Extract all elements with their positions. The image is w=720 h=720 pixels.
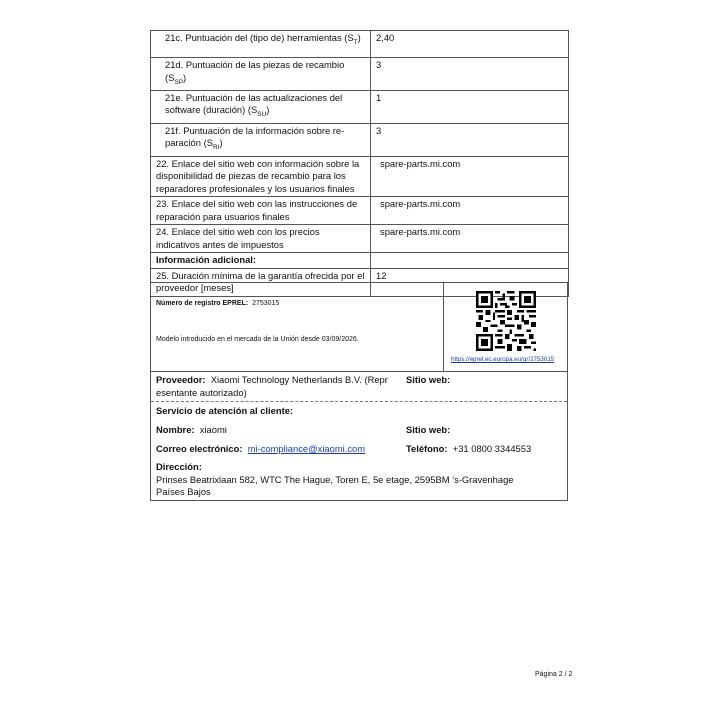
table-row — [151, 58, 569, 91]
row-label: 24. Enlace del sitio web con los precios indicativos antes de impuestos — [151, 225, 371, 253]
row-value: 2,40 — [371, 31, 569, 58]
website-label-2: Sitio web: — [406, 424, 451, 435]
email-line — [156, 443, 365, 456]
row-label: 21c. Puntuación del (tipo de) herramientas $(S_T)$ — [151, 31, 371, 58]
phone-line — [406, 443, 531, 456]
email-link[interactable]: mi-compliance@xiaomi.com — [247, 443, 366, 454]
registration-panel — [151, 283, 444, 371]
name-label: Nombre: — [156, 424, 195, 435]
table-row — [151, 90, 569, 123]
address-line-1: Prinses Beatrixlaan 582, WTC The Hague, Toren E, 5e etage, 2595BM ’s-Gravenhage — [156, 474, 514, 485]
phone-value: +31 0800 3344553 — [452, 443, 532, 454]
row-value: 3 — [371, 123, 569, 156]
table-row — [151, 31, 569, 58]
row-value: 12 — [371, 268, 569, 296]
phone-label: Teléfono: — [406, 443, 448, 454]
product-info-table — [150, 30, 569, 297]
qr-code-icon[interactable] — [476, 291, 536, 351]
supplier-line — [156, 374, 388, 399]
row-label: 21d. Puntuación de las piezas de recambio $(S_{SP})$ — [151, 58, 371, 91]
table-row — [151, 225, 569, 253]
row-value: spare-parts.mi.com — [371, 156, 569, 197]
divider — [151, 371, 567, 372]
registration-label: Número de registro EPREL: — [156, 300, 249, 307]
registration-line — [156, 300, 279, 307]
row-value: spare-parts.mi.com — [371, 225, 569, 253]
supplier-value: Xiaomi Technology Netherlands B.V. (Repr esentante autorizado) — [156, 374, 388, 398]
row-label: 25. Duración mínima de la garantía ofrecida por el proveedor [meses] — [151, 268, 371, 296]
qr-panel — [444, 283, 568, 371]
row-value: 1 — [371, 90, 569, 123]
table-row — [151, 156, 569, 197]
registration-number: 2753015 — [252, 300, 280, 307]
email-label: Correo electrónico: — [156, 443, 243, 454]
row-value: spare-parts.mi.com — [371, 197, 569, 225]
address-label: Dirección: — [156, 461, 202, 472]
supplier-label: Proveedor: — [156, 374, 206, 385]
table-row — [151, 123, 569, 156]
address-line-2: Países Bajos — [156, 486, 211, 497]
table-row — [151, 197, 569, 225]
qr-link[interactable]: https://eprel.ec.europa.eu/qr/2753015 — [451, 356, 555, 363]
name-value: xiaomi — [199, 424, 227, 435]
row-label: 23. Enlace del sitio web con las instrucciones de reparación para usuarios finales — [151, 197, 371, 225]
website-label-1: Sitio web: — [406, 374, 451, 385]
eprel-info-card — [150, 282, 568, 501]
name-line — [156, 424, 227, 437]
customer-service-label: Servicio de atención al cliente: — [156, 405, 294, 416]
row-value — [371, 253, 569, 269]
row-label: Información adicional: — [151, 253, 371, 269]
row-label: 21f. Puntuación de la información sobre re-paración $(S_{RI})$ — [151, 123, 371, 156]
row-value: 3 — [371, 58, 569, 91]
model-market-text: Modelo introducido en el mercado de la Unión desde 03/09/2026. — [156, 336, 359, 343]
row-label: 22. Enlace del sitio web con información sobre la disponibilidad de piezas de recambio para los reparadores profesionales y los usuarios finales — [151, 156, 371, 197]
table-row — [151, 253, 569, 269]
divider — [151, 401, 567, 402]
page-number: Página 2 / 2 — [535, 671, 573, 678]
row-label: 21e. Puntuación de las actualizaciones del software (duración) $(S_{SU})$ — [151, 90, 371, 123]
